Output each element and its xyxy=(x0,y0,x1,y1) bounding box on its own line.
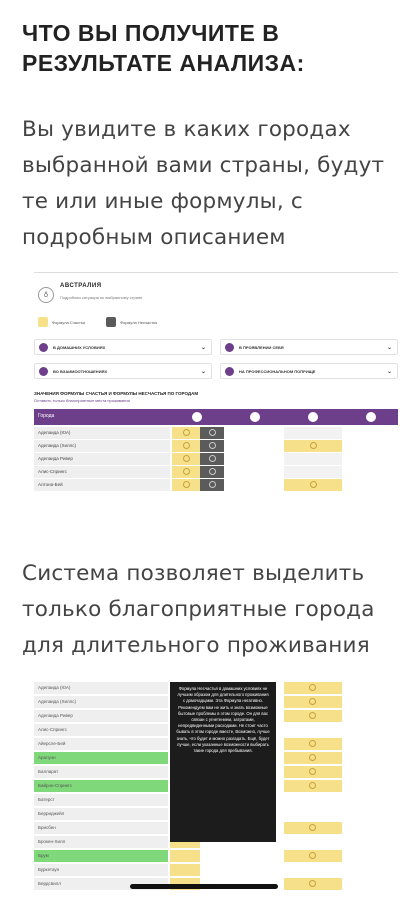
dropdown-label: В ПРОЯВЛЕНИИ СЕБЯ xyxy=(239,344,284,350)
city-name: Брум xyxy=(34,850,168,862)
smile-icon xyxy=(309,782,316,789)
category-profession-icon xyxy=(366,412,376,422)
dropdown-self[interactable] xyxy=(220,339,398,355)
city-name: Аделаида Ривер xyxy=(34,710,168,722)
legend-label: Формула Счастья xyxy=(52,319,86,325)
formula-cell xyxy=(284,696,342,708)
formula-cell xyxy=(284,766,342,778)
table-row xyxy=(34,466,398,480)
table-header xyxy=(34,409,398,425)
formula-cell xyxy=(172,427,200,439)
dropdown-home[interactable] xyxy=(34,339,212,355)
table-row xyxy=(34,427,398,441)
city-name: Аделаида Ривер xyxy=(34,453,170,465)
legend-label: Формула Несчастья xyxy=(120,319,158,325)
table-row xyxy=(34,850,398,863)
category-self-icon xyxy=(250,412,260,422)
feature-paragraph: Система позволяет выделить только благоприятные города для длительного проживания xyxy=(22,561,375,658)
formula-cell xyxy=(284,453,342,465)
formula-cell xyxy=(172,440,200,452)
smile-icon xyxy=(309,684,316,691)
formula-cell xyxy=(170,864,200,876)
city-name: Аделаида (ЮА) xyxy=(34,427,170,439)
home-indicator[interactable] xyxy=(130,884,278,889)
dropdown-label: НА ПРОФЕССИОНАЛЬНОМ ПОПРИЩЕ xyxy=(239,368,316,374)
formula-cell xyxy=(200,440,224,452)
formula-cell xyxy=(284,752,342,764)
formula-cell xyxy=(284,878,342,890)
city-name: Аделаида (Хиллс) xyxy=(34,440,170,452)
category-dot-icon xyxy=(225,343,234,352)
table-row xyxy=(34,453,398,467)
city-name: Балларат xyxy=(34,766,168,778)
city-name: Алис-Спрингс xyxy=(34,724,168,736)
formula-cell xyxy=(170,850,200,862)
smile-icon xyxy=(309,740,316,747)
formula-cell xyxy=(200,453,224,465)
globe-icon: ♁ xyxy=(38,287,54,303)
formula-cell xyxy=(172,466,200,478)
table-row xyxy=(34,479,398,493)
legend-unhappiness xyxy=(106,317,157,327)
smile-icon xyxy=(310,442,317,449)
chevron-down-icon: ⌄ xyxy=(386,368,392,375)
table-row xyxy=(34,440,398,454)
category-dot-icon xyxy=(39,343,48,352)
formula-cell xyxy=(200,479,224,491)
city-name: Алтона-Бей xyxy=(34,479,170,491)
category-dot-icon xyxy=(225,367,234,376)
formula-cell xyxy=(200,466,224,478)
smile-icon xyxy=(183,468,190,475)
table-caption: ЗНАЧЕНИЯ ФОРМУЛЫ СЧАСТЬЯ И ФОРМУЛЫ НЕСЧАСТЬЯ ПО ГОРОДАМ xyxy=(34,391,199,396)
category-dot-icon xyxy=(39,367,48,376)
smile-icon xyxy=(309,698,316,705)
legend-swatch-gray xyxy=(106,317,116,327)
dropdown-relations[interactable] xyxy=(34,363,212,379)
smile-icon xyxy=(183,481,190,488)
formula-cell xyxy=(200,427,224,439)
dropdown-profession[interactable] xyxy=(220,363,398,379)
category-relations-icon xyxy=(308,412,318,422)
smile-icon xyxy=(309,712,316,719)
formula-cell xyxy=(284,466,342,478)
city-name: Айерсле-Бей xyxy=(34,738,168,750)
city-name: Брокен-Хилл xyxy=(34,836,168,848)
legend-happiness xyxy=(38,317,85,327)
dropdown-label: В ДОМАШНИХ УСЛОВИЯХ xyxy=(53,344,106,350)
category-home-icon xyxy=(192,412,202,422)
formula-cell xyxy=(284,780,342,792)
formula-cell xyxy=(284,682,342,694)
smile-icon xyxy=(310,481,317,488)
smile-icon xyxy=(183,442,190,449)
formula-cell xyxy=(284,440,342,452)
city-name: Алис-Спрингс xyxy=(34,466,170,478)
city-name: Берриджейл xyxy=(34,808,168,820)
smile-icon xyxy=(309,824,316,831)
city-name: Аделаида (ЮА) xyxy=(34,682,168,694)
country-title: АВСТРАЛИЯ xyxy=(60,283,102,289)
smile-icon xyxy=(309,768,316,775)
smile-icon xyxy=(309,754,316,761)
smile-icon xyxy=(209,429,216,436)
formula-cell xyxy=(284,479,342,491)
formula-tooltip: Формула Несчастья в домашних условиях не лучшим образом для длительного проживания с домочадцами. Эта Формула негативно. Рекомендуем вам не жить и знать возможные бытовые проблемы в этом городе. Он для вас связан с угнетением, затратами, непредвиденными расходами. Не стоит часто бывать в этом городе вместе, Возможно, лучше знать, что будет и можно разгадать. Ещё, будет лучше, если указанные возможности выбирать такие города для пребывания. xyxy=(170,682,276,842)
section-heading: ЧТО ВЫ ПОЛУЧИТЕ В РЕЗУЛЬТАТЕ АНАЛИЗА: xyxy=(22,20,305,76)
city-name: Буркетаун xyxy=(34,864,168,876)
smile-icon xyxy=(183,455,190,462)
formula-cell xyxy=(284,738,342,750)
formula-cell xyxy=(172,453,200,465)
smile-icon xyxy=(209,442,216,449)
city-name: Бердсвилл xyxy=(34,878,168,890)
formula-cell xyxy=(284,427,342,439)
smile-icon xyxy=(309,852,316,859)
legend-swatch-yellow xyxy=(38,317,48,327)
formula-cell xyxy=(172,479,200,491)
filter-link[interactable]: Оставить только благоприятные места проживания xyxy=(34,398,130,403)
table-row xyxy=(34,864,398,877)
dropdown-label: ВО ВЗАИМООТНОШЕНИЯХ xyxy=(53,368,108,374)
city-name: Батерст xyxy=(34,794,168,806)
city-name: Аделаида (Хиллс) xyxy=(34,696,168,708)
formula-cell xyxy=(284,822,342,834)
analysis-screenshot xyxy=(34,272,398,509)
smile-icon xyxy=(209,481,216,488)
smile-icon xyxy=(183,429,190,436)
chevron-down-icon: ⌄ xyxy=(386,344,392,351)
formula-cell xyxy=(284,710,342,722)
formula-cell xyxy=(284,850,342,862)
description-paragraph: Вы увидите в каких городах выбранной вами страны, будут те или иные формулы, с подробным описанием xyxy=(22,117,385,250)
smile-icon xyxy=(309,880,316,887)
country-subtitle: Подробная ситуация по выбранному стране xyxy=(60,295,143,300)
column-header-cities: Города xyxy=(38,413,55,419)
chevron-down-icon: ⌄ xyxy=(200,368,206,375)
smile-icon xyxy=(209,468,216,475)
city-name: Байрон-Спрингс xyxy=(34,780,168,792)
chevron-down-icon: ⌄ xyxy=(200,344,206,351)
city-name: Аралуэн xyxy=(34,752,168,764)
city-name: Брисбен xyxy=(34,822,168,834)
filtered-cities-screenshot xyxy=(34,682,398,900)
smile-icon xyxy=(209,455,216,462)
